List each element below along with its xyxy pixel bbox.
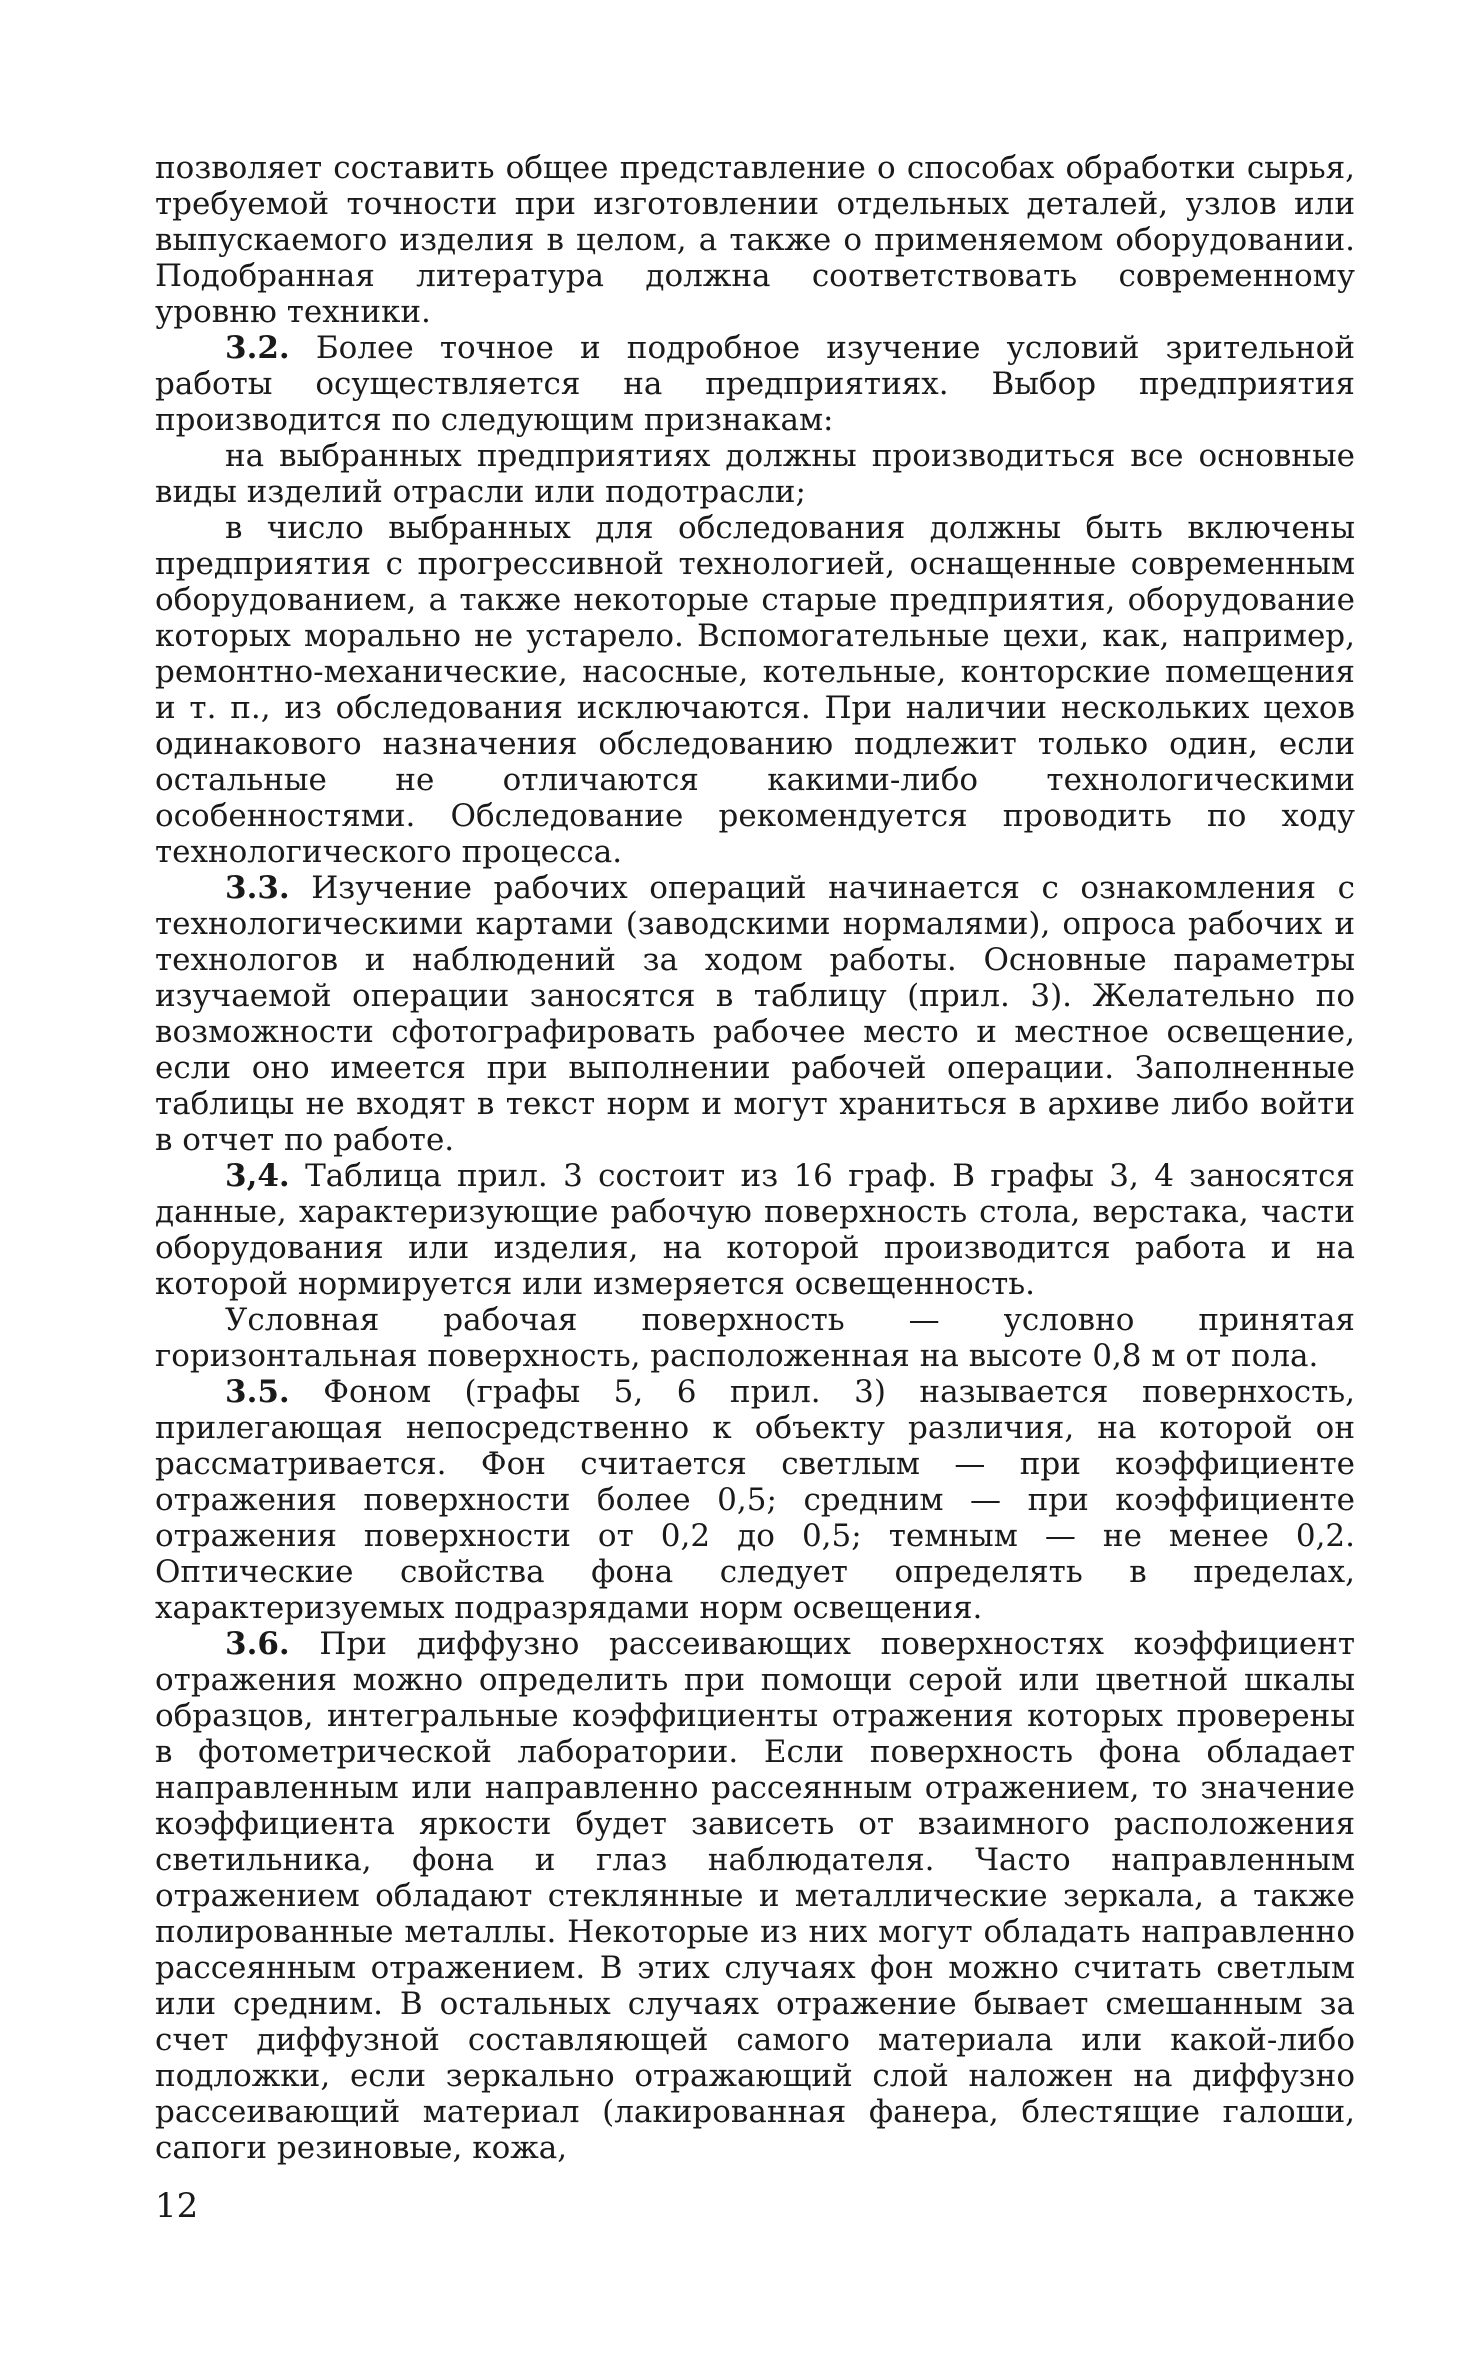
paragraph-3-6 [155, 1626, 1355, 2166]
section-number: 3.2. [225, 330, 290, 366]
paragraph-3-3 [155, 870, 1355, 1158]
paragraph-text: Изучение рабочих операций начинается с ознакомления с технологическими картами (заводскими нормалями), опроса рабочих и технологов и наблюдений за ходом работы. Основные параметры изучаемой операции заносятся в таблицу (прил. 3). Желательно по возможности сфотографировать рабочее место и местное освещение, если оно имеется при выполнении рабочей операции. Заполненные таблицы не входят в текст норм и могут храниться в архиве либо войти в отчет по работе. [155, 870, 1356, 1158]
paragraph-continuation [155, 150, 1355, 330]
paragraph-3-2 [155, 330, 1355, 438]
paragraph-text: Более точное и подробное изучение условий зрительной работы осуществляется на предприятиях. Выбор предприятия производится по следующим признакам: [155, 330, 1355, 438]
page-body [155, 150, 1355, 2166]
paragraph-definition [155, 1302, 1355, 1374]
paragraph-text: на выбранных предприятиях должны производиться все основные виды изделий отрасли или подотрасли; [155, 438, 1355, 510]
paragraph-text: Условная рабочая поверхность — условно принятая горизонтальная поверхность, расположенная на высоте 0,8 м от пола. [155, 1302, 1355, 1374]
paragraph-criterion-1 [155, 438, 1355, 510]
section-number: 3.6. [225, 1626, 290, 1662]
section-number: 3.3. [225, 870, 290, 906]
paragraph-3-4 [155, 1158, 1355, 1302]
page-number: 12 [155, 2186, 199, 2226]
paragraph-3-5 [155, 1374, 1355, 1626]
paragraph-text: в число выбранных для обследования должны быть включены предприятия с прогрессивной технологией, оснащенные современным оборудованием, а также некоторые старые предприятия, оборудование которых морально не устарело. Вспомогательные цехи, как, например, ремонтно-механические, насосные, котельные, конторские помещения и т. п., из обследования исключаются. При наличии нескольких цехов одинакового назначения обследованию подлежит только один, если остальные не отличаются какими-либо технологическими особенностями. Обследование рекомендуется проводить по ходу технологического процесса. [155, 510, 1355, 870]
section-number: 3.5. [225, 1374, 290, 1410]
section-number: 3,4. [225, 1158, 290, 1194]
paragraph-text: позволяет составить общее представление о способах обработки сырья, требуемой точности при изготовлении отдельных деталей, узлов или выпускаемого изделия в целом, а также о применяемом оборудовании. Подобранная литература должна соответствовать современному уровню техники. [155, 150, 1355, 330]
paragraph-text: Фоном (графы 5, 6 прил. 3) называется повернхость, прилегающая непосредственно к объекту различия, на которой он рассматривается. Фон считается светлым — при коэффициенте отражения поверхности более 0,5; средним — при коэффициенте отражения поверхности от 0,2 до 0,5; темным — не менее 0,2. Оптические свойства фона следует определять в пределах, характеризуемых подразрядами норм освещения. [155, 1374, 1355, 1626]
paragraph-text: Таблица прил. 3 состоит из 16 граф. В графы 3, 4 заносятся данные, характеризующие рабочую поверхность стола, верстака, части оборудования или изделия, на которой производится работа и на которой нормируется или измеряется освещенность. [155, 1158, 1355, 1302]
paragraph-text: При диффузно рассеивающих поверхностях коэффициент отражения можно определить при помощи серой или цветной шкалы образцов, интегральные коэффициенты отражения которых проверены в фотометрической лаборатории. Если поверхность фона обладает направленным или направленно рассеянным отражением, то значение коэффициента яркости будет зависеть от взаимного расположения светильника, фона и глаз наблюдателя. Часто направленным отражением обладают стеклянные и металлические зеркала, а также полированные металлы. Некоторые из них могут обладать направленно рассеянным отражением. В этих случаях фон можно считать светлым или средним. В остальных случаях отражение бывает смешанным за счет диффузной составляющей самого материала или какой-либо подложки, если зеркально отражающий слой наложен на диффузно рассеивающий материал (лакированная фанера, блестящие галоши, сапоги резиновые, кожа, [155, 1626, 1355, 2166]
paragraph-criterion-2 [155, 510, 1355, 870]
